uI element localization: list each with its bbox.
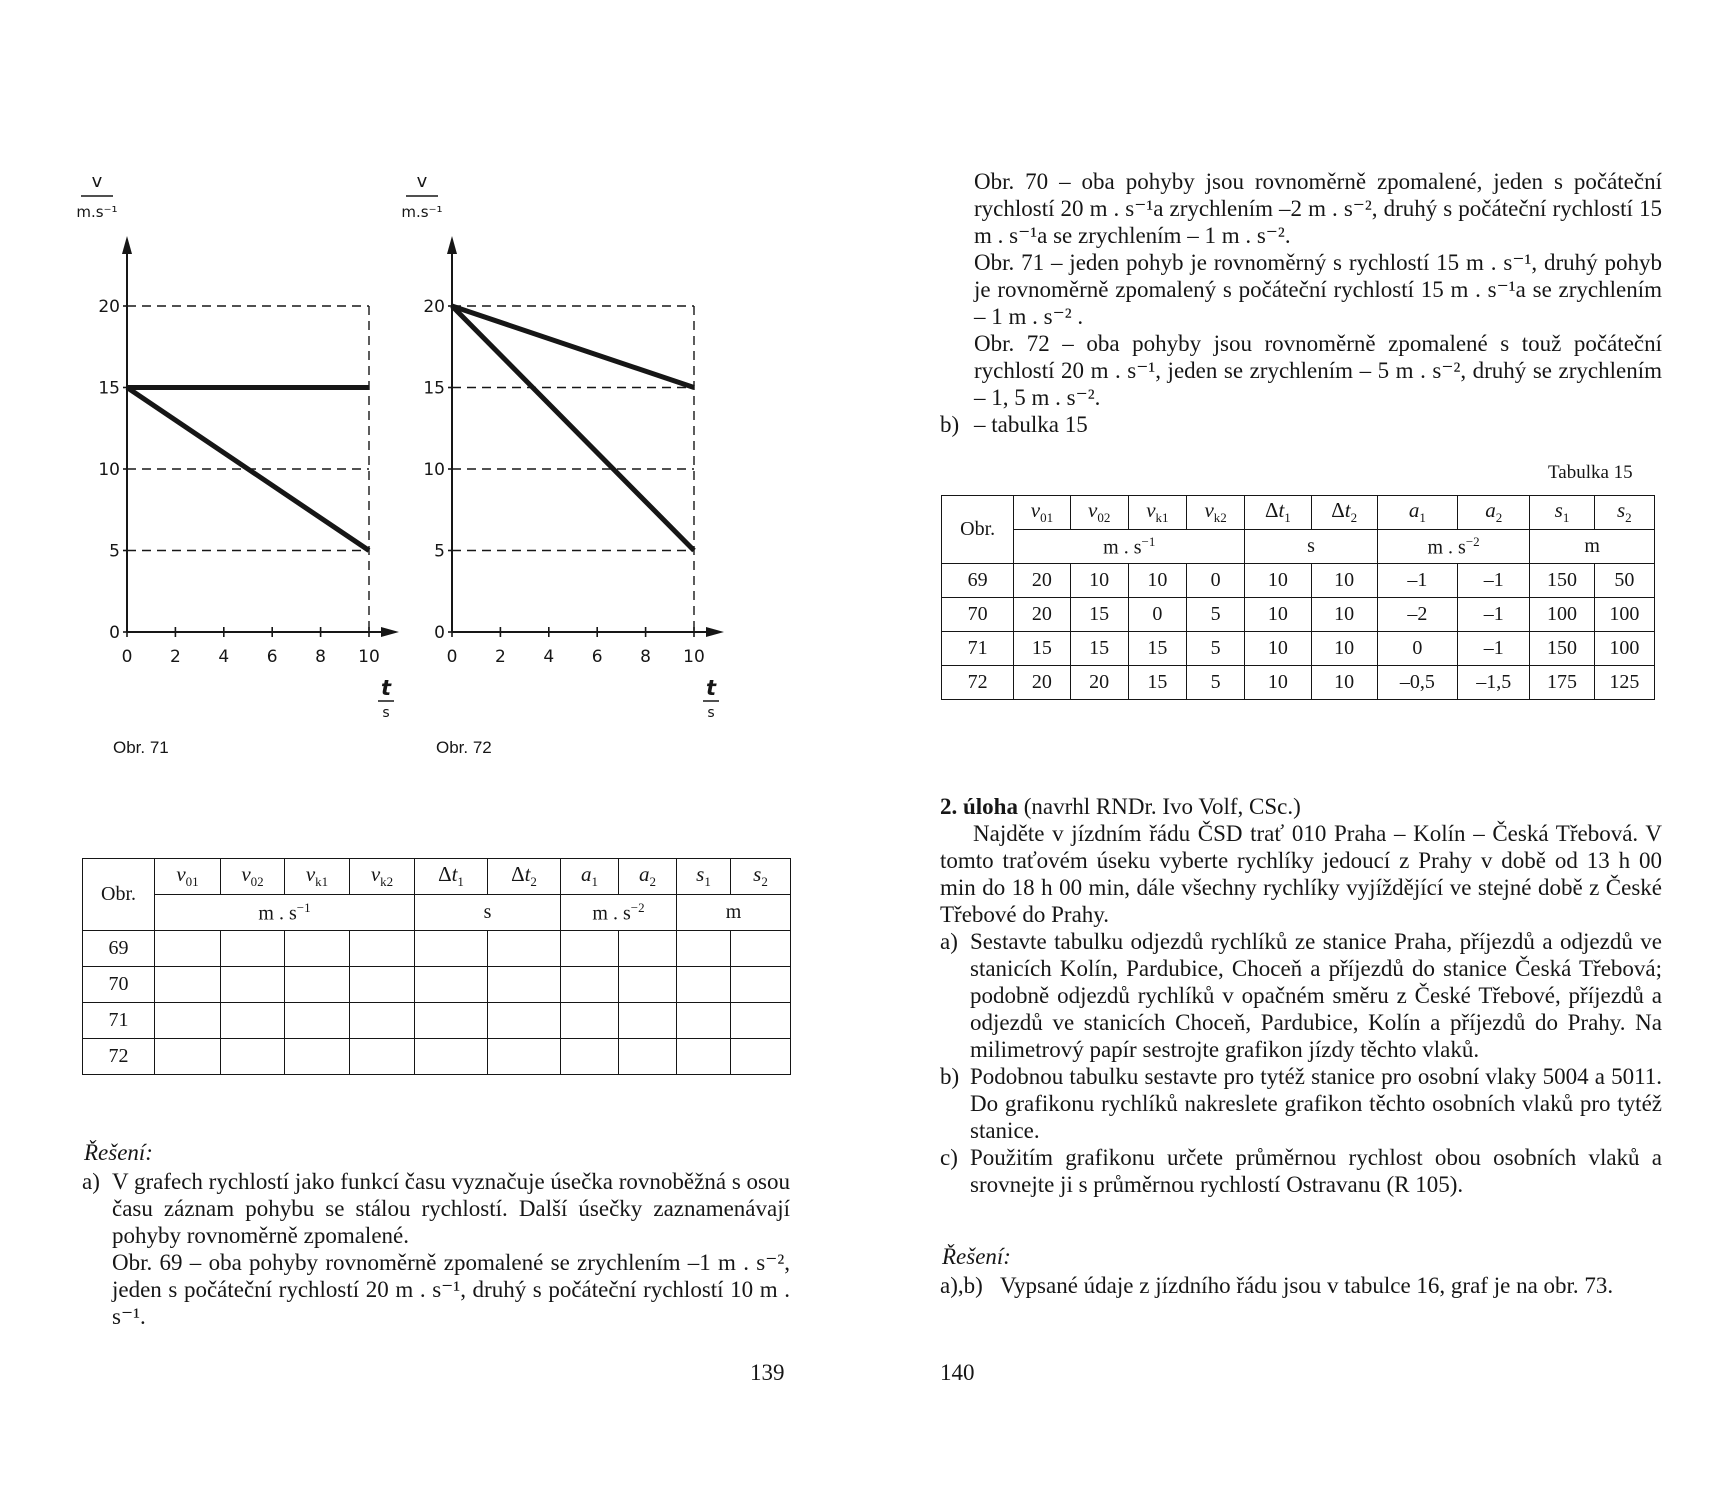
solution-a-label: a) <box>82 1169 100 1194</box>
task-intro: Najděte v jízdním řádu ČSD trať 010 Praha – Kolín – Česká Třebová. V tomto traťovém úseku vyberte rychlíky jedoucí z Prahy v době od 13 h 00 min do 18 h 00 min, dále všechny rychlíky vyjíždějící ve stejné době z České Třebové do Prahy. <box>940 821 1662 927</box>
y-tick-label: 15 <box>423 378 445 399</box>
solution-ab-label: a),b) <box>940 1273 983 1298</box>
part-b-label: b) <box>940 412 960 437</box>
header-s2: $s_2$ <box>1594 496 1654 530</box>
y-tick-label: 15 <box>98 378 120 399</box>
x-tick-label: 10 <box>358 647 380 667</box>
table-cell: 150 <box>1530 564 1594 598</box>
task-author: (navrhl RNDr. Ivo Volf, CSc.) <box>1017 794 1301 819</box>
unit-time: s <box>415 895 561 931</box>
table-row: 69 <box>83 931 791 967</box>
solution-a <box>82 1168 790 1330</box>
row-obr: 70 <box>942 598 1014 632</box>
x-axis-label: t <box>380 676 392 700</box>
unit-velocity: m . $s^{-1}$ <box>155 895 415 931</box>
header-vk2: $v_{k2}$ <box>1187 496 1245 530</box>
y-axis-label: v <box>91 171 103 192</box>
row-obr: 72 <box>942 666 1014 700</box>
table-row: 70 <box>83 967 791 1003</box>
obr-notes <box>974 168 1662 411</box>
header-v01: $v_{01}$ <box>155 859 221 895</box>
page-number-left: 139 <box>750 1360 785 1385</box>
header-v01: $v_{01}$ <box>1014 496 1070 530</box>
y-tick-label: 10 <box>423 460 445 480</box>
table-label: Tabulka 15 <box>1548 462 1633 483</box>
x-tick-label: 2 <box>494 647 506 667</box>
table-cell: 10 <box>1311 666 1377 700</box>
note-obr-71: Obr. 71 – jeden pohyb je rovnoměrný s rychlostí 15 m . s⁻¹, druhý pohyb je rovnoměrně zpomalený s počáteční rychlostí 15 m . s⁻¹a se zrychlením – 1 m . s⁻² . <box>974 250 1662 329</box>
velocity-time-graph-obr-71 <box>60 165 420 725</box>
figure-caption-obr-72: Obr. 72 <box>436 738 492 757</box>
table-row <box>942 666 1655 700</box>
table-cell: 50 <box>1594 564 1654 598</box>
x-axis-label: t <box>705 676 717 700</box>
solution-a-paragraph-1: V grafech rychlostí jako funkcí času vyznačuje úsečka rovnoběžná s osou času záznam pohybu se stálou rychlostí. Další úsečky zaznamenávají pohyby rovnoměrně zpomalené. <box>112 1169 790 1248</box>
column-header-obr: Obr. <box>942 496 1014 564</box>
table-cell: 20 <box>1070 666 1128 700</box>
table-cell: 20 <box>1014 564 1070 598</box>
table-cell: 15 <box>1070 632 1128 666</box>
x-axis-arrow <box>706 627 724 637</box>
unit-acceleration: m . $s^{-2}$ <box>561 895 677 931</box>
y-axis-unit: m.s⁻¹ <box>401 203 443 221</box>
unit-distance: m <box>1530 530 1655 564</box>
y-tick-label: 20 <box>98 297 120 317</box>
table-cell: –1,5 <box>1458 666 1530 700</box>
velocity-time-graph-obr-72 <box>385 165 775 725</box>
task-2 <box>940 793 1662 1198</box>
solution-ab <box>940 1272 1662 1299</box>
x-tick-label: 6 <box>591 647 603 667</box>
x-tick-label: 10 <box>683 647 705 667</box>
table-cell: 100 <box>1530 598 1594 632</box>
y-axis-arrow <box>122 236 132 254</box>
table-cell: 15 <box>1128 632 1186 666</box>
table-cell: –1 <box>1458 598 1530 632</box>
header-vk1: $v_{k1}$ <box>285 859 350 895</box>
table-cell: 150 <box>1530 632 1594 666</box>
table-cell: 10 <box>1311 564 1377 598</box>
unit-distance: m <box>677 895 791 931</box>
unit-acceleration: m . $s^{-2}$ <box>1377 530 1530 564</box>
x-tick-label: 0 <box>446 647 458 667</box>
table-cell: 20 <box>1014 598 1070 632</box>
x-tick-label: 8 <box>640 647 652 667</box>
x-axis-unit: s <box>382 705 390 721</box>
table-15 <box>941 495 1655 700</box>
series-line <box>452 306 694 388</box>
table-cell: 175 <box>1530 666 1594 700</box>
table-cell: 5 <box>1187 632 1245 666</box>
column-header-obr: Obr. <box>83 859 155 931</box>
y-axis-unit: m.s⁻¹ <box>76 203 118 221</box>
y-tick-label: 20 <box>423 297 445 317</box>
empty-data-table <box>82 858 791 1075</box>
table-cell: 10 <box>1128 564 1186 598</box>
header-v02: $v_{02}$ <box>1070 496 1128 530</box>
table-cell: 15 <box>1128 666 1186 700</box>
unit-velocity: m . $s^{-1}$ <box>1014 530 1245 564</box>
table-row <box>942 632 1655 666</box>
table-15-body <box>942 564 1655 700</box>
table-cell: 15 <box>1070 598 1128 632</box>
right-page <box>859 0 1718 1500</box>
table-cell: 10 <box>1245 666 1311 700</box>
table-cell: 10 <box>1245 564 1311 598</box>
x-tick-label: 0 <box>121 647 133 667</box>
y-axis-label: v <box>416 171 428 192</box>
y-tick-label: 5 <box>434 541 445 562</box>
solution-a-paragraph-2: Obr. 69 – oba pohyby rovnoměrně zpomalené se zrychlením –1 m . s⁻², jeden s počáteční rychlostí 20 m . s⁻¹, druhý s počáteční rychlostí 10 m . s⁻¹. <box>112 1250 790 1329</box>
x-tick-label: 4 <box>543 647 555 667</box>
unit-time: s <box>1245 530 1378 564</box>
table-cell: –0,5 <box>1377 666 1457 700</box>
x-tick-label: 6 <box>266 647 278 667</box>
figure-caption-obr-71: Obr. 71 <box>113 738 169 757</box>
x-tick-label: 8 <box>315 647 327 667</box>
note-obr-70: Obr. 70 – oba pohyby jsou rovnoměrně zpomalené, jeden s počáteční rychlostí 20 m . s⁻¹a zrychlením –2 m . s⁻², druhý s počáteční rychlostí 15 m . s⁻¹a se zrychlením – 1 m . s⁻². <box>974 169 1662 248</box>
table-cell: 0 <box>1377 632 1457 666</box>
task-title: 2. úloha <box>940 794 1018 819</box>
table-cell: 0 <box>1187 564 1245 598</box>
table-cell: 100 <box>1594 632 1654 666</box>
table-row: 71 <box>83 1003 791 1039</box>
header-s2: $s_2$ <box>731 859 791 895</box>
table-cell: 10 <box>1245 632 1311 666</box>
x-axis-unit: s <box>707 705 715 721</box>
y-tick-label: 10 <box>98 460 120 480</box>
y-tick-label: 0 <box>434 623 445 643</box>
table-cell: 5 <box>1187 666 1245 700</box>
table-cell: 10 <box>1311 632 1377 666</box>
row-obr: 69 <box>942 564 1014 598</box>
page-number-right: 140 <box>940 1360 975 1385</box>
row-obr: 71 <box>942 632 1014 666</box>
header-v02: $v_{02}$ <box>221 859 285 895</box>
header-a1: $a_1$ <box>1377 496 1457 530</box>
header-dt1: $\Delta t_1$ <box>1245 496 1311 530</box>
solution-heading: Řešení: <box>84 1140 153 1165</box>
solution-ab-text: Vypsané údaje z jízdního řádu jsou v tabulce 16, graf je na obr. 73. <box>1000 1273 1614 1298</box>
table-cell: 125 <box>1594 666 1654 700</box>
table-cell: 20 <box>1014 666 1070 700</box>
header-a1: $a_1$ <box>561 859 619 895</box>
table-cell: 15 <box>1014 632 1070 666</box>
table-cell: 10 <box>1311 598 1377 632</box>
header-vk1: $v_{k1}$ <box>1128 496 1186 530</box>
header-a2: $a_2$ <box>619 859 677 895</box>
task-item-c: c) Použitím grafikonu určete průměrnou rychlost obou osobních vlaků a srovnejte ji s průměrnou rychlostí Ostravanu (R 105). <box>940 1145 1662 1197</box>
header-vk2: $v_{k2}$ <box>350 859 415 895</box>
table-cell: 100 <box>1594 598 1654 632</box>
header-a2: $a_2$ <box>1458 496 1530 530</box>
table-cell: 0 <box>1128 598 1186 632</box>
table-cell: 10 <box>1245 598 1311 632</box>
header-dt2: $\Delta t_2$ <box>1311 496 1377 530</box>
table-cell: –1 <box>1377 564 1457 598</box>
y-axis-arrow <box>447 236 457 254</box>
solution-heading-right: Řešení: <box>942 1244 1011 1269</box>
table-row <box>942 598 1655 632</box>
y-tick-label: 0 <box>109 623 120 643</box>
table-cell: –1 <box>1458 632 1530 666</box>
header-dt1: $\Delta t_1$ <box>415 859 488 895</box>
x-tick-label: 2 <box>169 647 181 667</box>
x-tick-label: 4 <box>218 647 230 667</box>
task-item-a: a) Sestavte tabulku odjezdů rychlíků ze stanice Praha, příjezdů a odjezdů ve stanicích Kolín, Pardubice, Choceň a příjezdů do stanice Česká Třebová; podobně odjezdů rychlíků v opačném směru z České Třebové, příjezdů a odjezdů ve stanicích Choceň, Pardubice, Kolín a příjezdů do Prahy. Na milimetrový papír sestrojte grafikon jízdy těchto vlaků. <box>940 929 1662 1062</box>
series-line <box>452 306 694 551</box>
table-cell: –2 <box>1377 598 1457 632</box>
part-b <box>940 411 1662 438</box>
table-cell: 5 <box>1187 598 1245 632</box>
table-cell: 10 <box>1070 564 1128 598</box>
table-row: 72 <box>83 1039 791 1075</box>
y-tick-label: 5 <box>109 541 120 562</box>
part-b-text: – tabulka 15 <box>974 412 1088 437</box>
note-obr-72: Obr. 72 – oba pohyby jsou rovnoměrně zpomalené s touž počáteční rychlostí 20 m . s⁻¹, jeden se zrychlením – 5 m . s⁻², druhý se zrychlením – 1, 5 m . s⁻². <box>974 331 1662 410</box>
header-dt2: $\Delta t_2$ <box>488 859 561 895</box>
task-item-b: b) Podobnou tabulku sestavte pro tytéž stanice pro osobní vlaky 5004 a 5011. Do grafikonu rychlíků nakreslete grafikon těchto osobních vlaků pro tytéž stanice. <box>940 1064 1662 1143</box>
header-s1: $s_1$ <box>677 859 731 895</box>
header-s1: $s_1$ <box>1530 496 1594 530</box>
table-row <box>942 564 1655 598</box>
table-cell: –1 <box>1458 564 1530 598</box>
